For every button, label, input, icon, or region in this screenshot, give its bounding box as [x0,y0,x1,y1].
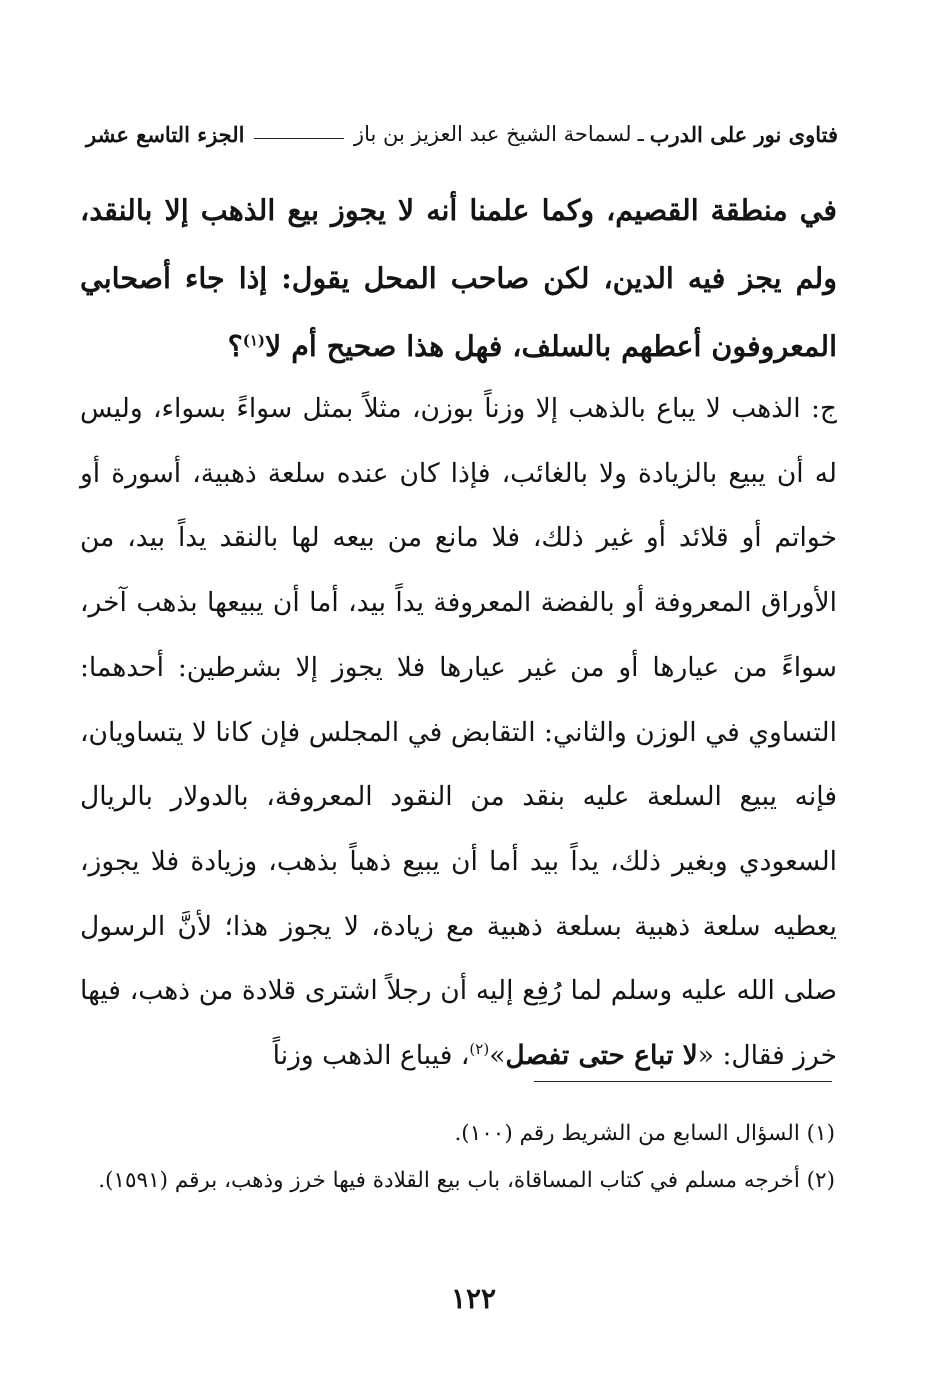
answer-text-continued: ، فيباع الذهب وزناً [272,1040,470,1072]
header-separator: ـ [637,122,644,146]
running-header [86,116,838,152]
question-text: في منطقة القصيم، وكما علمنا أنه لا يجوز بيع الذهب إلا بالنقد، ولم يجز فيه الدين، لكن صاحب المحل يقول: إذا جاء أصحابي المعروفون أعطهم بالسلف، فهل هذا صحيح أم لا [80,193,837,363]
quote-open: « [697,1040,714,1072]
hadith-quote: لا تباع حتى تفصل [505,1040,698,1072]
footnote-ref-2[interactable]: (٢) [469,1040,490,1059]
page-number: ١٢٢ [450,1282,497,1315]
footnote-separator [534,1081,832,1082]
question-mark: ؟ [227,329,243,363]
answer-paragraph [80,377,837,1089]
author-name: لسماحة الشيخ عبد العزيز بن باز [353,122,632,146]
volume-part: الجزء التاسع عشر [86,121,245,147]
footnotes [80,1114,835,1200]
quote-close: » [489,1040,506,1072]
header-rule [254,138,343,139]
answer-text: ج: الذهب لا يباع بالذهب إلا وزناً بوزن، مثلاً بمثل سواءً بسواء، وليس له أن يبيع بالزيادة ولا بالغائب، فإذا كان عنده سلعة ذهبية، أسورة أو خواتم أو قلائد أو غير ذلك، فلا مانع من بيعه لها بالنقد يداً بيد، من الأوراق المعروفة أو بالفضة المعروفة يداً بيد، أما أن يبيعها بذهب آخر، سواءً من عيارها أو من غير عيارها فلا يجوز إلا بشرطين: أحدهما: التساوي في الوزن والثاني: التقابض في المجلس فإن كانا لا يتساويان، فإنه يبيع السلعة عليه بنقد من النقود المعروفة، بالدولار بالريال السعودي وبغير ذلك، يداً بيد أما أن يبيع ذهباً بذهب، وزيادة فلا يجوز، يعطيه سلعة ذهبية بسلعة ذهبية مع زيادة، لا يجوز هذا؛ لأنَّ الرسول صلى الله عليه وسلم لما رُفِع إليه أن رجلاً اشترى قلادة من ذهب، فيها خرز فقال: [80,393,837,1072]
question-paragraph [80,176,837,380]
footnote-1: (١) السؤال السابع من الشريط رقم (١٠٠). [454,1121,835,1146]
footnote-2: (٢) أخرجه مسلم في كتاب المساقاة، باب بيع القلادة فيها خرز وذهب، برقم (١٥٩١). [98,1168,835,1193]
footnote-ref-1[interactable]: (١) [242,331,266,350]
book-title: فتاوى نور على الدرب [649,121,838,147]
